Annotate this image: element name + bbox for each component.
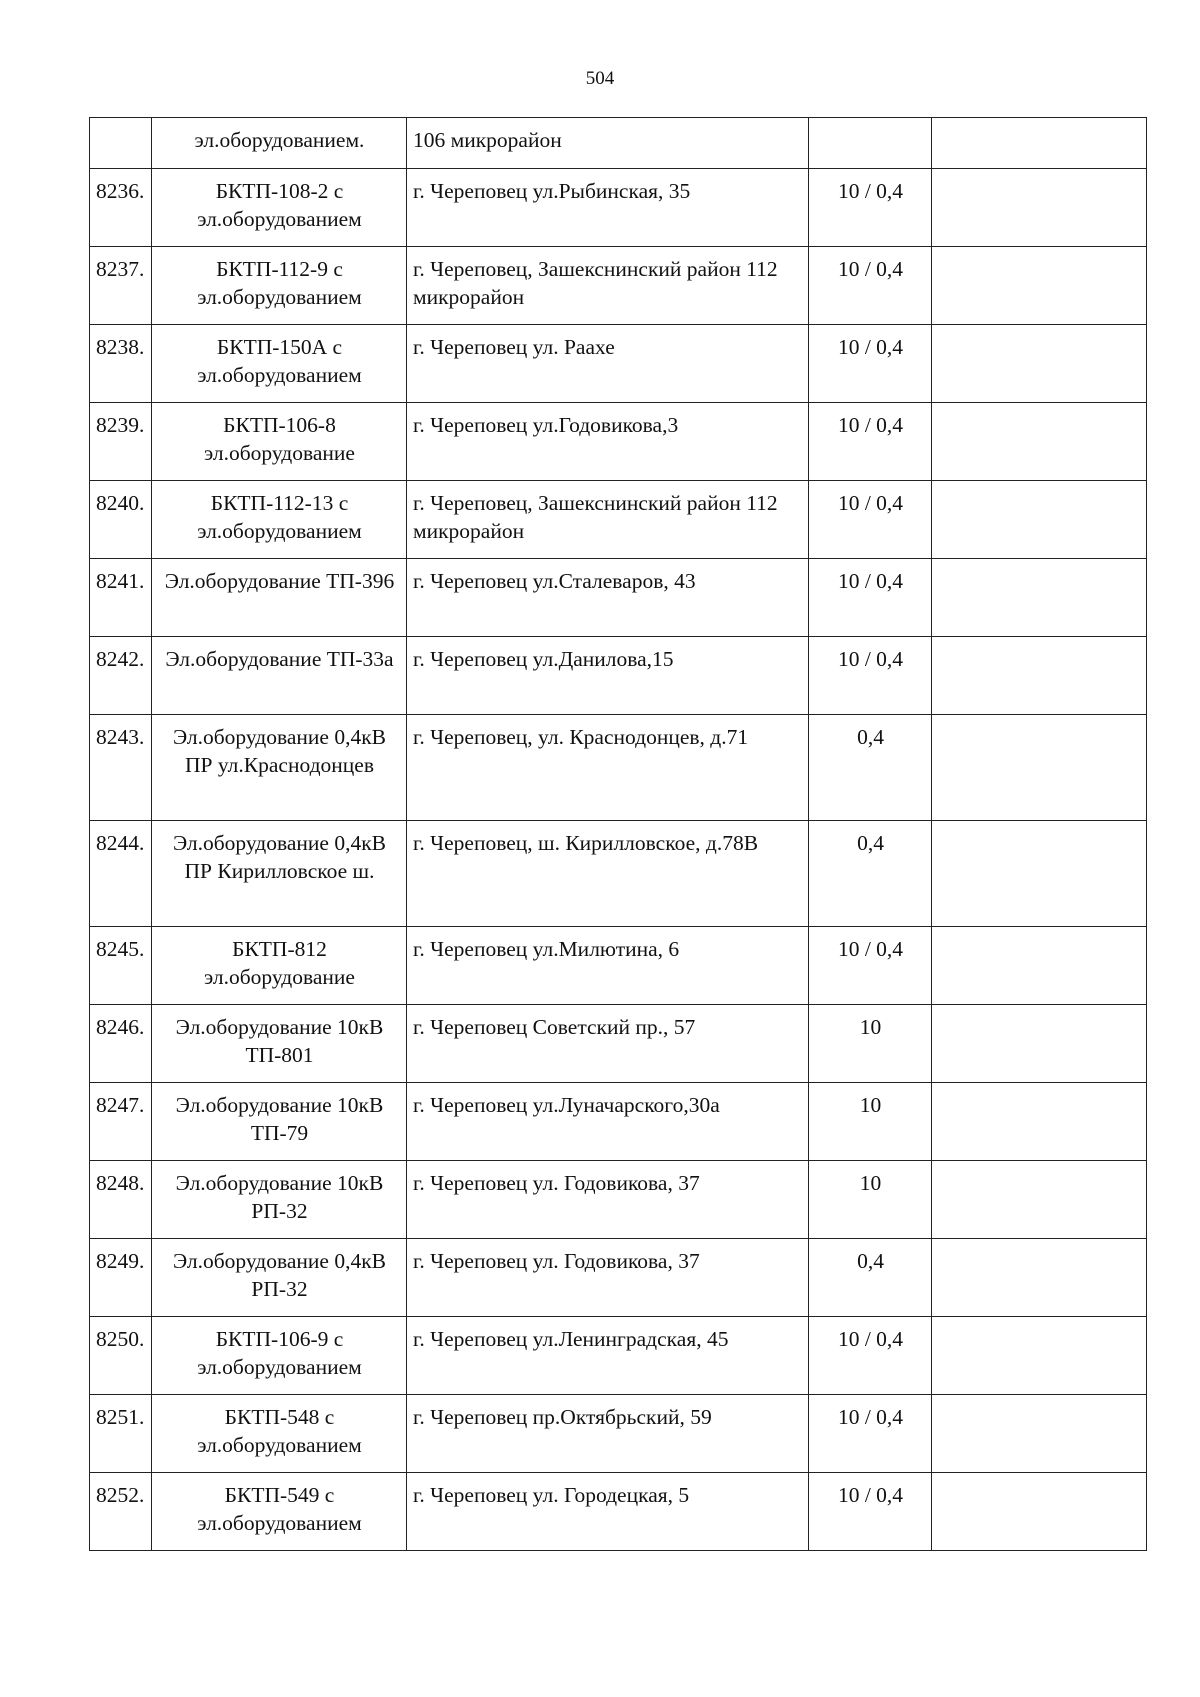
equipment-name: БКТП-150А с эл.оборудованием [152, 325, 407, 403]
equipment-address: г. Череповец ул. Раахе [407, 325, 809, 403]
empty-cell [932, 1239, 1147, 1317]
row-number: 8237. [90, 247, 152, 325]
equipment-address: г. Череповец ул.Данилова,15 [407, 637, 809, 715]
equipment-name: Эл.оборудование 10кВ РП-32 [152, 1161, 407, 1239]
empty-cell [932, 1161, 1147, 1239]
voltage-value [809, 118, 932, 169]
table-row [90, 1083, 1147, 1161]
row-number: 8249. [90, 1239, 152, 1317]
voltage-value: 0,4 [809, 1239, 932, 1317]
row-number: 8250. [90, 1317, 152, 1395]
equipment-registry-table [89, 117, 1147, 1551]
equipment-name: Эл.оборудование 0,4кВ ПР ул.Краснодонцев [152, 715, 407, 821]
equipment-name: Эл.оборудование 10кВ ТП-801 [152, 1005, 407, 1083]
voltage-value: 10 / 0,4 [809, 559, 932, 637]
empty-cell [932, 927, 1147, 1005]
equipment-address: г. Череповец, ул. Краснодонцев, д.71 [407, 715, 809, 821]
voltage-value: 10 / 0,4 [809, 1317, 932, 1395]
empty-cell [932, 821, 1147, 927]
empty-cell [932, 559, 1147, 637]
equipment-name: БКТП-812 эл.оборудование [152, 927, 407, 1005]
voltage-value: 10 / 0,4 [809, 403, 932, 481]
equipment-name: Эл.оборудование 0,4кВ ПР Кирилловское ш. [152, 821, 407, 927]
row-number: 8244. [90, 821, 152, 927]
table-row [90, 1473, 1147, 1551]
equipment-address: г. Череповец ул.Сталеваров, 43 [407, 559, 809, 637]
row-number: 8240. [90, 481, 152, 559]
row-number [90, 118, 152, 169]
empty-cell [932, 403, 1147, 481]
table-row [90, 1005, 1147, 1083]
table-row [90, 481, 1147, 559]
empty-cell [932, 118, 1147, 169]
table-row [90, 821, 1147, 927]
equipment-address: г. Череповец ул. Городецкая, 5 [407, 1473, 809, 1551]
table-row [90, 1317, 1147, 1395]
equipment-address: г. Череповец ул.Рыбинская, 35 [407, 169, 809, 247]
table-row [90, 169, 1147, 247]
voltage-value: 10 / 0,4 [809, 247, 932, 325]
equipment-address: г. Череповец Советский пр., 57 [407, 1005, 809, 1083]
equipment-address: г. Череповец, Зашекснинский район 112 микрорайон [407, 247, 809, 325]
voltage-value: 10 / 0,4 [809, 325, 932, 403]
voltage-value: 0,4 [809, 821, 932, 927]
voltage-value: 10 / 0,4 [809, 1395, 932, 1473]
row-number: 8251. [90, 1395, 152, 1473]
empty-cell [932, 637, 1147, 715]
empty-cell [932, 1395, 1147, 1473]
voltage-value: 10 / 0,4 [809, 1473, 932, 1551]
equipment-name: Эл.оборудование ТП-396 [152, 559, 407, 637]
voltage-value: 10 [809, 1161, 932, 1239]
equipment-address: г. Череповец ул.Годовикова,3 [407, 403, 809, 481]
voltage-value: 10 [809, 1083, 932, 1161]
empty-cell [932, 1083, 1147, 1161]
equipment-address: г. Череповец ул.Милютина, 6 [407, 927, 809, 1005]
equipment-address: г. Череповец ул. Годовикова, 37 [407, 1239, 809, 1317]
row-number: 8252. [90, 1473, 152, 1551]
empty-cell [932, 247, 1147, 325]
equipment-name: БКТП-549 с эл.оборудованием [152, 1473, 407, 1551]
equipment-address: г. Череповец ул. Годовикова, 37 [407, 1161, 809, 1239]
row-number: 8236. [90, 169, 152, 247]
row-number: 8242. [90, 637, 152, 715]
equipment-address: г. Череповец пр.Октябрьский, 59 [407, 1395, 809, 1473]
table-row [90, 247, 1147, 325]
row-number: 8241. [90, 559, 152, 637]
voltage-value: 10 / 0,4 [809, 927, 932, 1005]
row-number: 8248. [90, 1161, 152, 1239]
equipment-name: Эл.оборудование ТП-33а [152, 637, 407, 715]
table-row [90, 1161, 1147, 1239]
empty-cell [932, 1473, 1147, 1551]
table-row [90, 325, 1147, 403]
row-number: 8238. [90, 325, 152, 403]
voltage-value: 10 / 0,4 [809, 169, 932, 247]
empty-cell [932, 715, 1147, 821]
empty-cell [932, 169, 1147, 247]
voltage-value: 10 [809, 1005, 932, 1083]
row-number: 8239. [90, 403, 152, 481]
row-number: 8246. [90, 1005, 152, 1083]
equipment-name: БКТП-106-9 с эл.оборудованием [152, 1317, 407, 1395]
equipment-name: БКТП-112-9 с эл.оборудованием [152, 247, 407, 325]
table-row [90, 1395, 1147, 1473]
empty-cell [932, 481, 1147, 559]
table-row [90, 403, 1147, 481]
equipment-name: БКТП-106-8 эл.оборудование [152, 403, 407, 481]
row-number: 8243. [90, 715, 152, 821]
table-row [90, 715, 1147, 821]
equipment-name: Эл.оборудование 10кВ ТП-79 [152, 1083, 407, 1161]
voltage-value: 0,4 [809, 715, 932, 821]
table-row [90, 1239, 1147, 1317]
voltage-value: 10 / 0,4 [809, 481, 932, 559]
empty-cell [932, 325, 1147, 403]
table-row [90, 118, 1147, 169]
empty-cell [932, 1005, 1147, 1083]
equipment-address: г. Череповец, ш. Кирилловское, д.78В [407, 821, 809, 927]
table-row [90, 927, 1147, 1005]
equipment-name: БКТП-108-2 с эл.оборудованием [152, 169, 407, 247]
equipment-address: г. Череповец ул.Луначарского,30а [407, 1083, 809, 1161]
equipment-name: БКТП-112-13 с эл.оборудованием [152, 481, 407, 559]
row-number: 8247. [90, 1083, 152, 1161]
table-row [90, 559, 1147, 637]
equipment-address: г. Череповец, Зашекснинский район 112 микрорайон [407, 481, 809, 559]
voltage-value: 10 / 0,4 [809, 637, 932, 715]
table-row [90, 637, 1147, 715]
row-number: 8245. [90, 927, 152, 1005]
page-number: 504 [585, 68, 615, 89]
empty-cell [932, 1317, 1147, 1395]
equipment-name: эл.оборудованием. [152, 118, 407, 169]
equipment-name: Эл.оборудование 0,4кВ РП-32 [152, 1239, 407, 1317]
equipment-address: 106 микрорайон [407, 118, 809, 169]
equipment-name: БКТП-548 с эл.оборудованием [152, 1395, 407, 1473]
equipment-address: г. Череповец ул.Ленинградская, 45 [407, 1317, 809, 1395]
